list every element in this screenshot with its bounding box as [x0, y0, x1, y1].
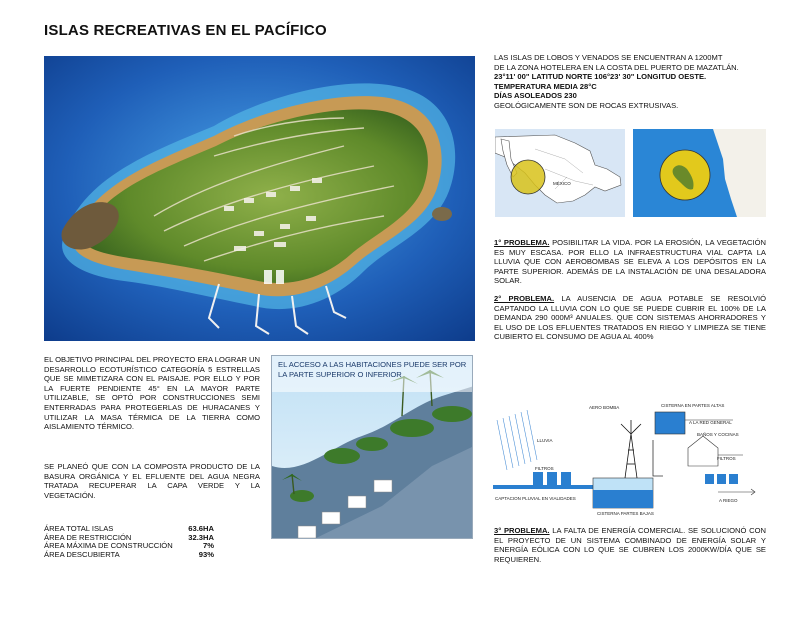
label-filtros-left: FILTROS [535, 466, 554, 471]
area-value: 93% [198, 549, 214, 559]
problem-1-title: 1° PROBLEMA. [494, 238, 550, 247]
label-filtros-right: FILTROS [717, 456, 736, 461]
label-riego: A RIEGO [719, 498, 738, 503]
island-aerial-photo [44, 56, 475, 341]
problem-3-title: 3° PROBLEMA. [494, 526, 550, 535]
problem-2-text [494, 294, 766, 342]
label-lluvia: LLUVIA [537, 438, 553, 443]
problem-2-body: LA AUSENCIA DE AGUA POTABLE SE RESOLVIÓ CAPTANDO LA LLUVIA CON LO QUE SE PUEDE CUBRIR EL 100% DE LA DEMANDA 290 000M³ ANUALES. QUE CON SISTEMAS AHORRADORES Y EL USO DE LOS EFLUENTES TRATADOS EN RIEGO Y LIMPIEZA SE TIENE CUBIERTO EL CONSUMO DE AGUA AL 400% [494, 294, 766, 342]
area-value: 63.6HA [188, 524, 214, 533]
detail-map-illustration [633, 129, 766, 217]
area-value: 32.3HA [188, 532, 214, 542]
island-illustration [44, 56, 475, 341]
intro-line: LAS ISLAS DE LOBOS Y VENADOS SE ENCUENTRAN A 1200MT [494, 53, 723, 62]
water-system-illustration [493, 400, 768, 520]
area-table [44, 525, 214, 559]
sunny-days-line: DÍAS ASOLEADOS 230 [494, 91, 577, 101]
objective-paragraph-1: EL OBJETIVO PRINCIPAL DEL PROYECTO ERA LOGRAR UN DESARROLLO ECOTURÍSTICO CATEGORÍA 5 ESTRELLAS QUE SE MIMETIZARA CON EL PAISAJE. POR ELLO Y POR LA FUERTE PENDIENTE 45° EN LA MAYOR PARTE UTILIZABLE, SE OPTÓ POR CONSTRUCCIONES SEMI ENTERRADAS PARA PROTEGERLAS DE HURACANES Y UTILIZAR LA MASA TÉRMICA DE LA TIERRA COMO AISLAMIENTO TÉRMICO. [44, 355, 260, 432]
problem-3-text [494, 526, 766, 564]
section-illustration [272, 356, 473, 539]
section-caption: EL ACCESO A LAS HABITACIONES PUEDE SER POR LA PARTE SUPERIOR O INFERIOR [278, 360, 467, 379]
mexico-map-illustration [495, 129, 625, 217]
problem-1-body: POSIBILITAR LA VIDA. POR LA EROSIÓN, LA VEGETACIÓN ES MUY ESCASA. POR ELLO LA INFRAESTRUCTURA VIAL CAPTA LA LLUVIA QUE CON AEROBOMBAS SE ELEVA A LOS DEPÓSITOS EN LA PARTE SUPERIOR. ADEMÁS DE LA INSTALACIÓN DE UNA DESALADORA SOLAR. [494, 238, 766, 286]
problem-1-text [494, 238, 766, 286]
label-captacion: CAPTACION PLUVIAL EN VIALIDADES [495, 496, 576, 501]
page-title: ISLAS RECREATIVAS EN EL PACÍFICO [44, 22, 327, 39]
problem-2-title: 2° PROBLEMA. [494, 294, 555, 303]
coordinates-line: 23°11' 00" LATITUD NORTE 106°23' 30" LONGITUD OESTE. [494, 72, 707, 82]
location-map-detail [633, 129, 766, 217]
section-drawing [271, 355, 473, 539]
intro-line: DE LA ZONA HOTELERA EN LA COSTA DEL PUERTO DE MAZATLÁN. [494, 62, 739, 72]
area-label: ÁREA TOTAL ISLAS [44, 524, 114, 533]
label-cisterna-altas: CISTERNA EN PARTES ALTAS [661, 403, 725, 408]
intro-text [494, 53, 766, 111]
area-label: ÁREA DE RESTRICCIÓN [44, 532, 132, 542]
label-banos: BAÑOS Y COCINAS [697, 432, 739, 437]
area-label: ÁREA DESCUBIERTA [44, 549, 120, 559]
area-value: 7% [203, 541, 214, 551]
label-red-general: A LA RED GENERAL [689, 420, 732, 425]
map-label-mexico: MÉXICO [553, 181, 571, 186]
location-map-mexico [495, 129, 625, 217]
label-cisterna-bajas: CISTERNA PARTES BAJAS [597, 511, 654, 516]
area-row [44, 551, 214, 560]
area-label: ÁREA MÁXIMA DE CONSTRUCCIÓN [44, 541, 173, 551]
label-aerobomba: AERO BOMBA [589, 405, 620, 410]
water-system-diagram [493, 400, 768, 520]
objective-paragraph-2: SE PLANEÓ QUE CON LA COMPOSTA PRODUCTO DE LA BASURA ORGÁNICA Y EL EFLUENTE DEL AGUA NEGRA TRATADA RECUPERAR LA CAPA VERDE Y LA VEGETACIÓN. [44, 462, 260, 500]
temperature-line: TEMPERATURA MEDIA 28°C [494, 81, 597, 91]
geology-line: GEOLÓGICAMENTE SON DE ROCAS EXTRUSIVAS. [494, 100, 679, 110]
problem-3-body: LA FALTA DE ENERGÍA COMERCIAL. SE SOLUCIONÓ CON EL PROYECTO DE UN SISTEMA COMBINADO DE ENERGÍA SOLAR Y ENERGÍA EÓLICA CON LO QUE SE CUBREN LOS 2000KW/DÍA QUE SE REQUIEREN. [494, 526, 766, 564]
